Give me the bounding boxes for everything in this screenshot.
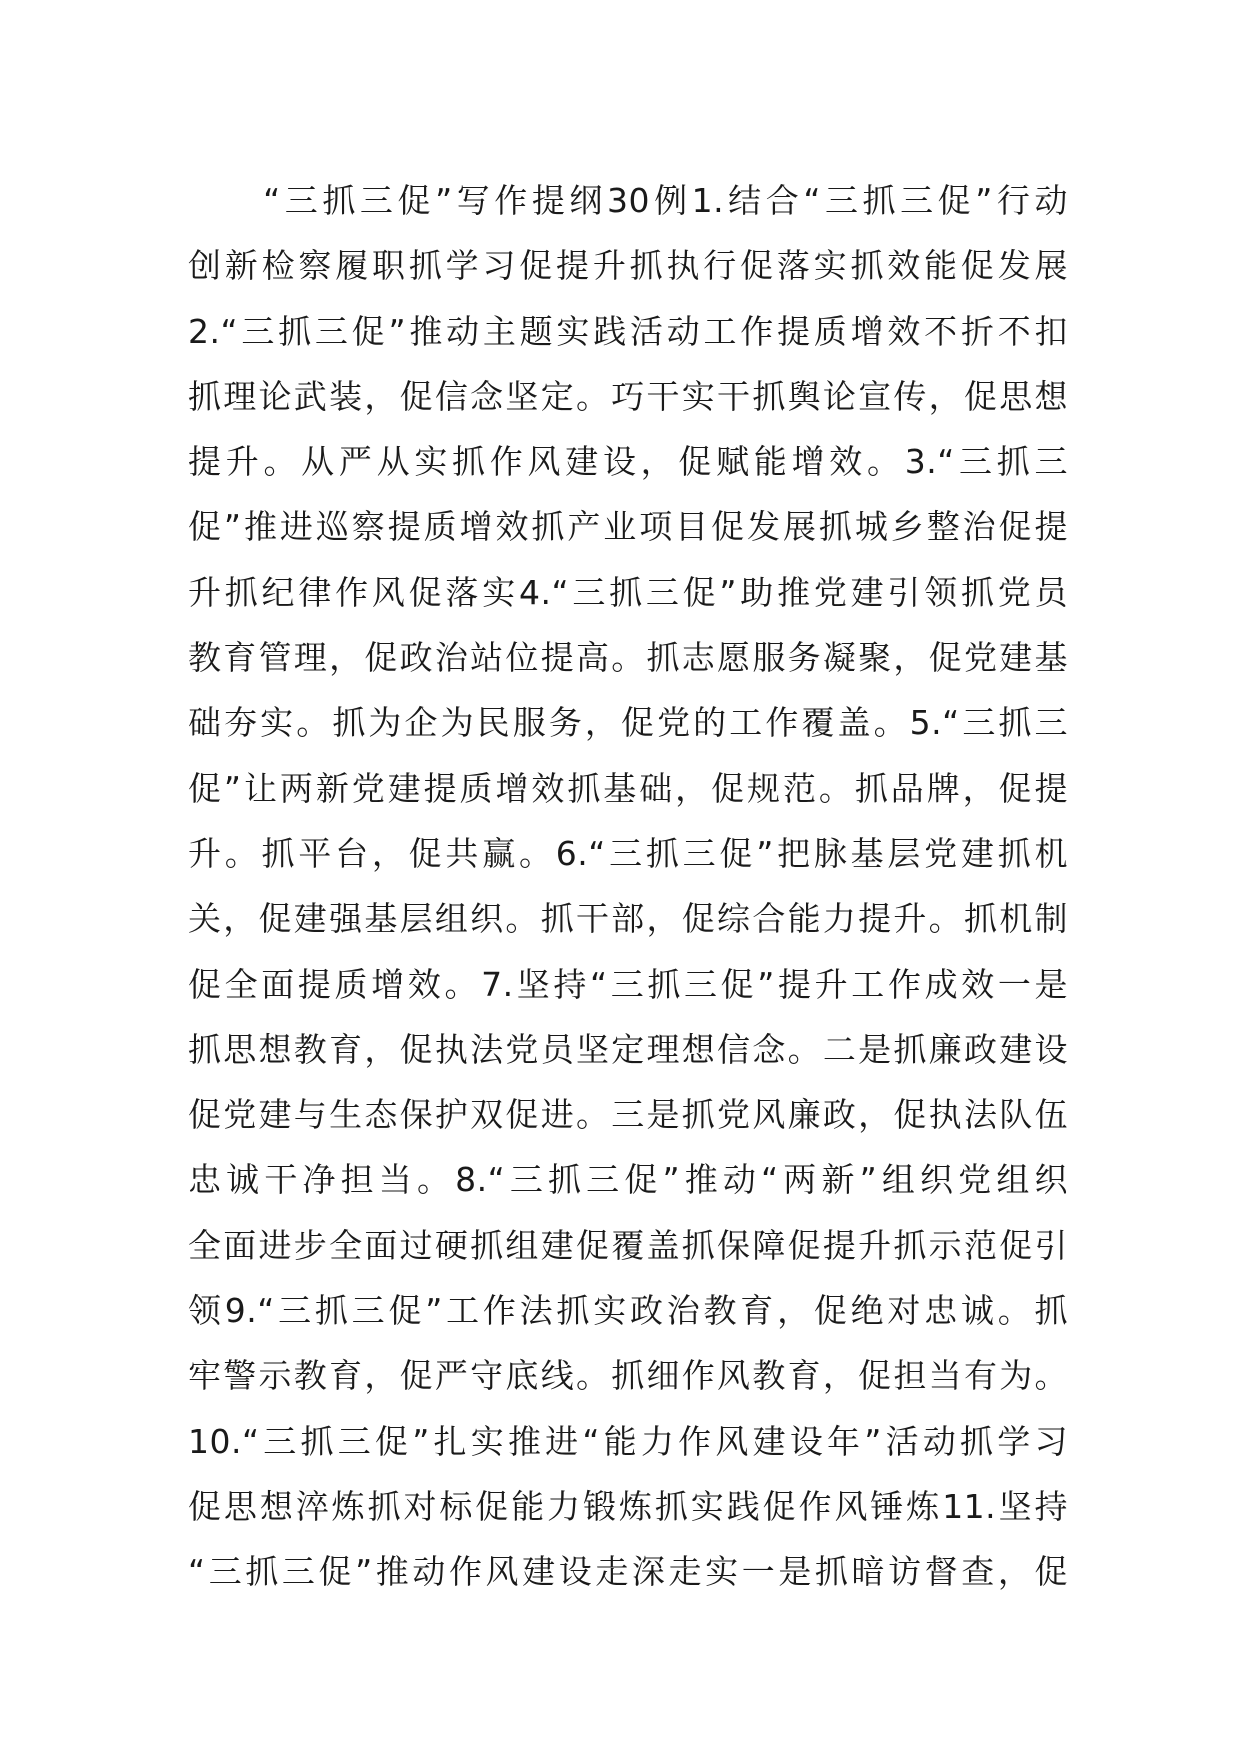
- text-line: “三抓三促”推动作风建设走深走实一是抓暗访督查，促: [188, 1552, 1068, 1592]
- text-line: 促全面提质增效。7.坚持“三抓三促”提升工作成效一是: [188, 964, 1068, 1004]
- text-line: 领9.“三抓三促”工作法抓实政治教育，促绝对忠诚。抓: [188, 1291, 1068, 1331]
- text-line: 2.“三抓三促”推动主题实践活动工作提质增效不折不扣: [188, 311, 1068, 351]
- body-text: [188, 168, 1068, 1605]
- text-line: 促”让两新党建提质增效抓基础，促规范。抓品牌，促提: [188, 768, 1068, 808]
- text-line: “三抓三促”写作提纲30例1.结合“三抓三促”行动: [188, 181, 1068, 220]
- text-line: 创新检察履职抓学习促提升抓执行促落实抓效能促发展: [188, 246, 1068, 286]
- text-line: 忠诚干净担当。8.“三抓三促”推动“两新”组织党组织: [188, 1160, 1068, 1200]
- text-line: 牢警示教育，促严守底线。抓细作风教育，促担当有为。: [188, 1356, 1068, 1396]
- text-line: 促思想淬炼抓对标促能力锻炼抓实践促作风锤炼11.坚持: [188, 1486, 1068, 1526]
- text-line: 全面进步全面过硬抓组建促覆盖抓保障促提升抓示范促引: [188, 1225, 1068, 1265]
- text-line: 升抓纪律作风促落实4.“三抓三促”助推党建引领抓党员: [188, 572, 1068, 612]
- text-line: 促”推进巡察提质增效抓产业项目促发展抓城乡整治促提: [188, 507, 1068, 547]
- text-line: 促党建与生态保护双促进。三是抓党风廉政，促执法队伍: [188, 1095, 1068, 1135]
- text-line: 教育管理，促政治站位提高。抓志愿服务凝聚，促党建基: [188, 638, 1068, 678]
- text-line: 升。抓平台，促共赢。6.“三抓三促”把脉基层党建抓机: [188, 833, 1068, 873]
- text-line: 抓理论武装，促信念坚定。巧干实干抓舆论宣传，促思想: [188, 376, 1068, 416]
- text-line: 关，促建强基层组织。抓干部，促综合能力提升。抓机制: [188, 899, 1068, 939]
- text-line: 提升。从严从实抓作风建设，促赋能增效。3.“三抓三: [188, 442, 1068, 482]
- text-line: 础夯实。抓为企为民服务，促党的工作覆盖。5.“三抓三: [188, 703, 1068, 743]
- text-line: 10.“三抓三促”扎实推进“能力作风建设年”活动抓学习: [188, 1421, 1068, 1461]
- text-line: 抓思想教育，促执法党员坚定理想信念。二是抓廉政建设: [188, 1029, 1068, 1069]
